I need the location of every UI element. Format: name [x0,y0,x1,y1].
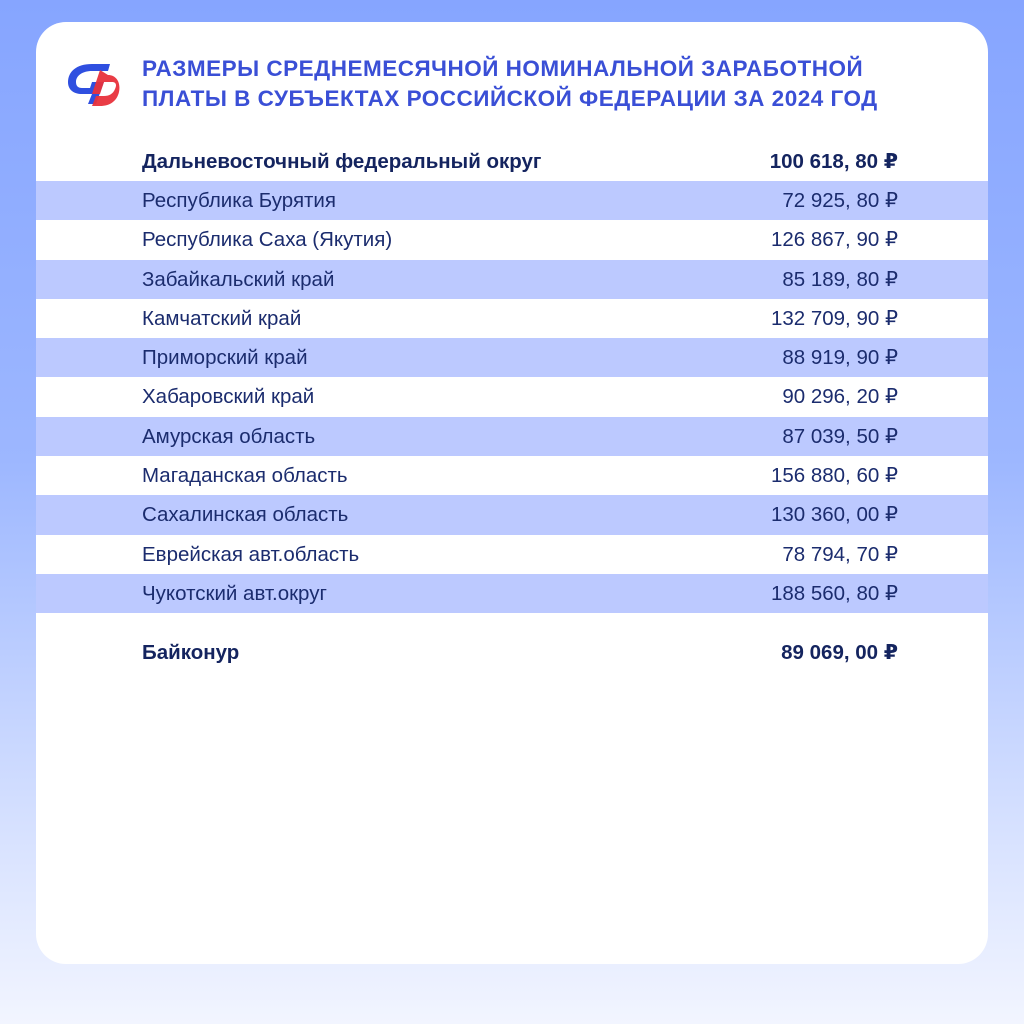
title-line-2: ПЛАТЫ В СУБЪЕКТАХ РОССИЙСКОЙ ФЕДЕРАЦИИ ЗА 2024 ГОД [142,86,878,111]
table-row [36,260,988,299]
region-value: 85 189, 80 ₽ [782,267,898,291]
baikonur-value: 89 069, 00 ₽ [781,641,898,665]
table-row [36,220,988,259]
district-value: 100 618, 80 ₽ [769,150,898,173]
region-name: Амурская область [142,424,316,448]
district-row [36,142,988,181]
region-value: 72 925, 80 ₽ [782,189,898,212]
table-row [36,299,988,338]
table-row [36,495,988,534]
table-row [36,377,988,416]
region-name: Республика Бурятия [142,189,336,212]
region-value: 156 880, 60 ₽ [770,464,898,488]
title-line-1: РАЗМЕРЫ СРЕДНЕМЕСЯЧНОЙ НОМИНАЛЬНОЙ ЗАРАБОТНОЙ [142,56,864,81]
region-name: Забайкальский край [142,267,335,291]
baikonur-row [36,633,988,672]
table-row [36,574,988,613]
region-name: Приморский край [142,346,308,370]
district-name: Дальневосточный федеральный округ [142,150,542,173]
sfr-logo-icon [62,58,120,112]
page-title [142,54,942,114]
region-value: 132 709, 90 ₽ [770,306,898,330]
region-name: Камчатский край [142,306,302,330]
table-row [36,456,988,495]
region-name: Республика Саха (Якутия) [142,228,393,252]
table-row [36,181,988,220]
region-value: 130 360, 00 ₽ [770,503,898,527]
salary-table [36,142,988,673]
info-card [36,22,988,964]
region-name: Чукотский авт.округ [142,581,327,605]
region-value: 78 794, 70 ₽ [782,542,898,566]
region-value: 126 867, 90 ₽ [770,228,898,252]
region-value: 88 919, 90 ₽ [782,346,898,370]
region-name: Магаданская область [142,464,348,488]
region-value: 90 296, 20 ₽ [782,385,898,409]
region-value: 87 039, 50 ₽ [782,424,898,448]
region-value: 188 560, 80 ₽ [770,581,898,605]
table-row [36,535,988,574]
spacer [36,613,988,633]
region-name: Хабаровский край [142,385,315,409]
table-row [36,417,988,456]
table-row [36,338,988,377]
region-name: Еврейская авт.область [142,542,360,566]
region-name: Сахалинская область [142,503,349,527]
baikonur-name: Байконур [142,641,240,665]
